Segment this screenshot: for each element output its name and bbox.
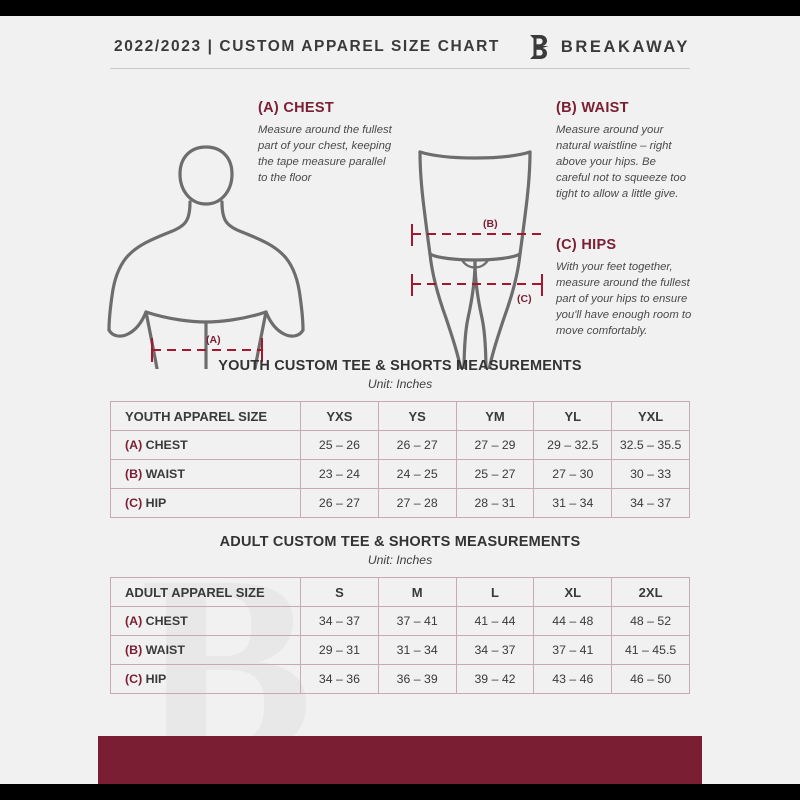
adult-row-1-tag: (B) (125, 643, 146, 657)
adult-row-0-name: CHEST (145, 614, 188, 628)
breakaway-b-logo-icon (527, 34, 549, 60)
youth-row-2-name: HIP (145, 496, 167, 510)
adult-cell-2-4: 46 – 50 (612, 665, 690, 694)
adult-row-0-tag: (A) (125, 614, 146, 628)
youth-size-col-2: YM (456, 402, 534, 431)
callout-hips-body: With your feet together, measure around the fullest part of your hips to ensure you'll have enough room to move comfortably. (556, 261, 692, 338)
youth-cell-2-2: 28 – 31 (456, 489, 534, 518)
adult-cell-2-0: 34 – 36 (301, 665, 379, 694)
youth-cell-2-1: 27 – 28 (378, 489, 456, 518)
youth-cell-2-4: 34 – 37 (612, 489, 690, 518)
table-header-row (111, 578, 690, 607)
bottom-letterbox-bar (0, 784, 800, 800)
adult-size-col-4: 2XL (612, 578, 690, 607)
label-b-waist: (B) (483, 218, 498, 230)
table-row (111, 431, 690, 460)
callout-chest-body: Measure around the fullest part of your chest, keeping the tape measure parallel to the floor (258, 124, 392, 185)
adult-row-2-label (111, 665, 301, 694)
youth-cell-1-4: 30 – 33 (612, 460, 690, 489)
youth-section (0, 358, 800, 518)
adult-cell-0-2: 41 – 44 (456, 607, 534, 636)
adult-size-col-0: S (301, 578, 379, 607)
adult-cell-1-0: 29 – 31 (301, 636, 379, 665)
adult-size-col-1: M (378, 578, 456, 607)
table-row (111, 460, 690, 489)
callout-chest (258, 100, 398, 186)
callout-hips-title: (C) HIPS (556, 237, 617, 253)
youth-size-col-1: YS (378, 402, 456, 431)
youth-cell-0-4: 32.5 – 35.5 (612, 431, 690, 460)
youth-cell-2-0: 26 – 27 (301, 489, 379, 518)
youth-cell-1-2: 25 – 27 (456, 460, 534, 489)
youth-unit-label: Unit: Inches (367, 377, 433, 391)
youth-apparel-size-header: YOUTH APPAREL SIZE (111, 402, 301, 431)
lower-body-figure (420, 152, 530, 369)
table-row (111, 607, 690, 636)
document-sheet (0, 16, 800, 784)
youth-cell-1-1: 24 – 25 (378, 460, 456, 489)
youth-cell-0-2: 27 – 29 (456, 431, 534, 460)
youth-size-col-0: YXS (301, 402, 379, 431)
adult-cell-1-3: 37 – 41 (534, 636, 612, 665)
label-c-hips: (C) (517, 293, 532, 305)
youth-row-2-tag: (C) (125, 496, 146, 510)
youth-size-col-4: YXL (612, 402, 690, 431)
adult-size-table (110, 577, 690, 694)
table-row (111, 489, 690, 518)
adult-section (0, 534, 800, 694)
measurement-diagram-area (0, 74, 800, 369)
adult-apparel-size-header: ADULT APPAREL SIZE (111, 578, 301, 607)
header-divider (110, 68, 690, 69)
youth-cell-2-3: 31 – 34 (534, 489, 612, 518)
adult-row-1-label (111, 636, 301, 665)
adult-section-title: ADULT CUSTOM TEE & SHORTS MEASUREMENTS (219, 534, 581, 550)
youth-cell-0-1: 26 – 27 (378, 431, 456, 460)
table-header-row (111, 402, 690, 431)
youth-cell-1-0: 23 – 24 (301, 460, 379, 489)
label-a-chest: (A) (206, 334, 221, 346)
table-row (111, 636, 690, 665)
youth-cell-1-3: 27 – 30 (534, 460, 612, 489)
youth-row-0-tag: (A) (125, 438, 146, 452)
youth-row-1-label (111, 460, 301, 489)
adult-row-2-name: HIP (145, 672, 167, 686)
adult-size-col-2: L (456, 578, 534, 607)
youth-row-2-label (111, 489, 301, 518)
youth-size-table (110, 401, 690, 518)
page-title: 2022/2023 | CUSTOM APPAREL SIZE CHART (114, 38, 500, 55)
adult-unit-label: Unit: Inches (367, 553, 433, 567)
youth-cell-0-0: 25 – 26 (301, 431, 379, 460)
adult-cell-0-1: 37 – 41 (378, 607, 456, 636)
adult-row-2-tag: (C) (125, 672, 146, 686)
youth-size-col-3: YL (534, 402, 612, 431)
top-letterbox-bar (0, 0, 800, 16)
adult-cell-2-1: 36 – 39 (378, 665, 456, 694)
adult-row-1-name: WAIST (145, 643, 185, 657)
adult-row-0-label (111, 607, 301, 636)
adult-size-col-3: XL (534, 578, 612, 607)
adult-cell-0-4: 48 – 52 (612, 607, 690, 636)
youth-row-1-name: WAIST (145, 467, 185, 481)
adult-cell-0-0: 34 – 37 (301, 607, 379, 636)
youth-row-1-tag: (B) (125, 467, 146, 481)
adult-cell-2-3: 43 – 46 (534, 665, 612, 694)
adult-cell-1-1: 31 – 34 (378, 636, 456, 665)
youth-row-0-name: CHEST (145, 438, 188, 452)
adult-cell-1-4: 41 – 45.5 (612, 636, 690, 665)
callout-waist-title: (B) WAIST (556, 100, 629, 116)
callout-chest-title: (A) CHEST (258, 100, 334, 116)
callout-waist-body: Measure around your natural waistline – right above your hips. Be careful not to squeeze too tight to allow a little give. (556, 124, 687, 201)
brand-lockup (527, 34, 690, 60)
youth-cell-0-3: 29 – 32.5 (534, 431, 612, 460)
callout-waist (556, 100, 692, 202)
adult-cell-0-3: 44 – 48 (534, 607, 612, 636)
callout-hips (556, 237, 692, 339)
footer-accent-block (98, 736, 702, 784)
youth-row-0-label (111, 431, 301, 460)
document-header (0, 16, 800, 74)
table-row (111, 665, 690, 694)
adult-cell-2-2: 39 – 42 (456, 665, 534, 694)
adult-cell-1-2: 34 – 37 (456, 636, 534, 665)
youth-section-title: YOUTH CUSTOM TEE & SHORTS MEASUREMENTS (218, 358, 582, 374)
brand-name: BREAKAWAY (560, 37, 690, 56)
